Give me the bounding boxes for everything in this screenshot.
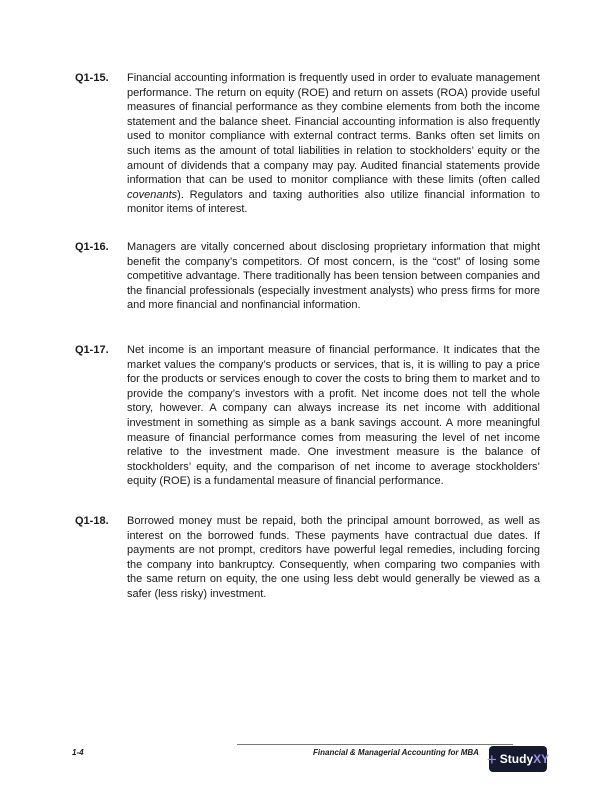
footer-rule: [237, 744, 513, 745]
text-line: the company into bankruptcy. Consequently, when comparing two companies with: [127, 558, 540, 571]
plus-icon: +: [486, 749, 497, 769]
text-line: used to monitor compliance with external contract terms. Banks often set limits on: [127, 130, 540, 143]
text-line: amount of dividends that a company may pay. Audited financial statements provide: [127, 159, 540, 172]
text-line: provide the company’s investors with a profit. Net income does not tell the whole: [127, 387, 540, 400]
text-line: Managers are vitally concerned about disclosing proprietary information that might: [127, 241, 540, 253]
text-line: information that can be used to monitor compliance with these limits (often called: [127, 174, 540, 187]
answer-text: [127, 240, 540, 313]
text-line: payments are not prompt, creditors have powerful legal remedies, including forcing: [127, 544, 540, 557]
badge-study: Study: [499, 752, 534, 766]
italic-term: covenants: [127, 188, 178, 201]
studyxy-badge[interactable]: [486, 746, 550, 772]
text-line: measures of financial performance as they combine elements from both the income: [127, 101, 540, 114]
text-line: equity (ROE) is a fundamental measure of financial performance.: [127, 475, 444, 488]
text-line: and more financial and nonfinancial information.: [127, 299, 361, 312]
text-line: relative to the investment made. One investment measure is the balance of: [127, 446, 540, 459]
text-line: investment in something as simple as a bank savings account. A more meaningful: [127, 416, 540, 429]
text-line: [127, 188, 540, 203]
text-line: Borrowed money must be repaid, both the principal amount borrowed, as well as: [127, 515, 540, 527]
text-line: interest on the borrowed funds. These payments have contractual due dates. If: [127, 529, 540, 542]
question-number: Q1-18.: [75, 515, 109, 527]
text-line: stockholders’ equity, and the comparison of net income to average stockholders’: [127, 460, 540, 473]
text-line: benefit the company’s competitors. Of most concern, is the “cost” of losing some: [127, 255, 540, 268]
text-line: market values the company’s products or services, that is, it is willing to pay a price: [127, 358, 540, 371]
text-line: story, however. A company can always increase its net income with additional: [127, 402, 540, 415]
text-line: competitive advantage. There traditionally has been tension between companies and: [127, 270, 540, 283]
footer-title: Financial & Managerial Accounting for MBA: [313, 748, 479, 757]
text-line: the same return on equity, the one using less debt would generally be viewed as a: [127, 573, 540, 586]
question-number: Q1-15.: [75, 72, 109, 84]
text-line: monitor items of interest.: [127, 203, 248, 216]
text-line: such items as the amount of total liabilities in relation to stockholders’ equity or the: [127, 144, 540, 157]
answer-text: [127, 71, 540, 217]
text-line: safer (less risky) investment.: [127, 587, 267, 600]
question-number: Q1-17.: [75, 344, 109, 356]
text-line: performance. The return on equity (ROE) and return on assets (ROA) provide useful: [127, 86, 540, 99]
text-line: measure of financial performance comes from measuring the level of net income: [127, 431, 540, 444]
text-line: statement and the balance sheet. Financial accounting information is also frequently: [127, 115, 540, 128]
text-line: Financial accounting information is frequently used in order to evaluate management: [127, 72, 540, 84]
badge-xy: XY: [533, 752, 550, 766]
question-number: Q1-16.: [75, 241, 109, 253]
text-line: the financial professionals (especially investment analysts) who press firms for more: [127, 284, 540, 297]
text-line: for the products or services enough to cover the costs to bring them to market and to: [127, 373, 540, 386]
text-segment: ). Regulators and taxing authorities also utilize financial information to: [177, 188, 540, 201]
answer-text: [127, 514, 540, 602]
text-line: Net income is an important measure of financial performance. It indicates that the: [127, 344, 540, 356]
page-number: 1-4: [72, 748, 84, 757]
answer-text: [127, 343, 540, 489]
